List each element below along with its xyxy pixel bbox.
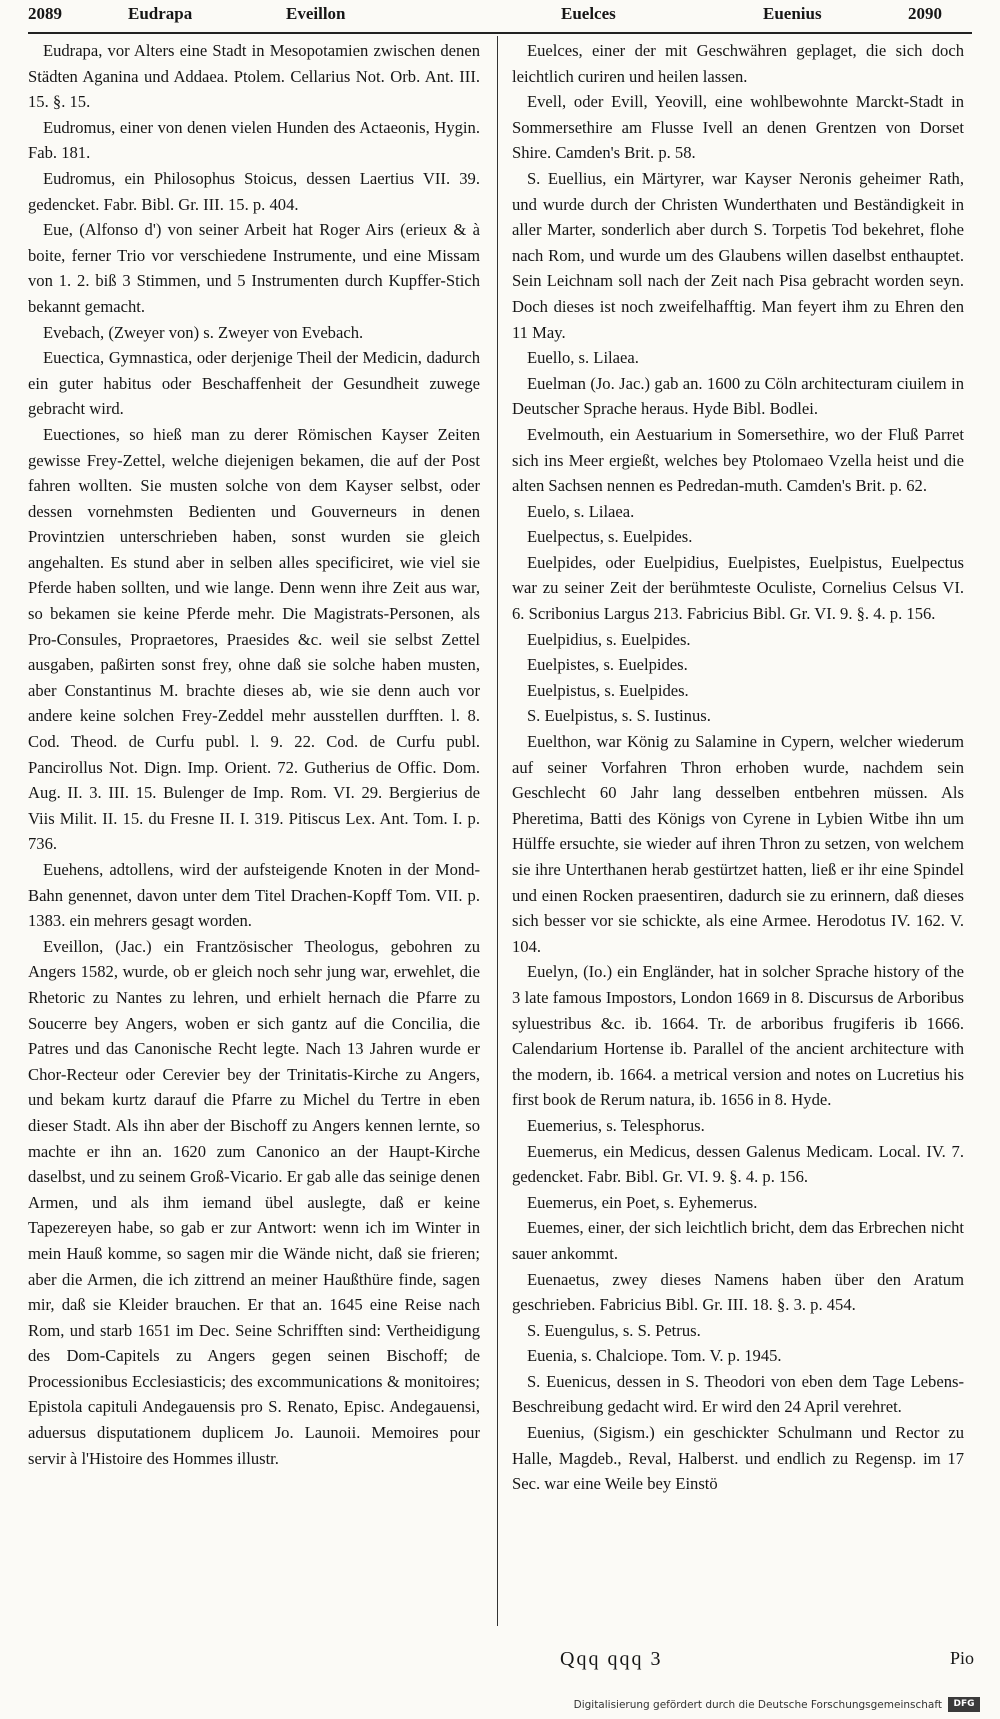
entry: Euelman (Jo. Jac.) gab an. 1600 zu Cöln architecturam ciuilem in Deutscher Sprache heraus. Hyde Bibl. Bodlei. bbox=[512, 373, 964, 419]
entry: Eveillon, (Jac.) ein Frantzösischer Theologus, gebohren zu Angers 1582, wurde, ob er gleich noch sehr jung war, erwehlet, die Rhetoric zu Nantes zu lehren, und erhielt hernach die Pfarre zu Soucerre bey Angers, woben er sich gantz auf die Concilia, die Patres und das Canonische Recht legte. Nach 13 Jahren wurde er Chor-Recteur oder Cerevier bey der Trinitatis-Kirche zu Angers, und bekam kurtz darauf die Pfarre zu Michel du Tertre in eben dieser Stadt. Als ihn aber der Bischoff zu Angers kennen lernte, so machte er ihn an. 1620 zum Canonico an der Haupt-Kirche daselbst, und zu seinem Groß-Vicario. Er gab alle das seinige denen Armen, und als ihm iemand übel auslegte, daß er keine Tapezereyen habe, so gab er zur Antwort: wenn ich im Winter in mein Hauß komme, so sagen mir die Wände nicht, daß sie frieren; aber die Armen, die ich zittrend an meiner Haußthüre finde, sagen mir, daß sie Kleider brauchen. Er that an. 1645 eine Reise nach Rom, und starb 1651 im Dec. Seine Schrifften sind: Vertheidigung des Dom-Capitels zu Angers gegen seinen Bischoff; de Processionibus Ecclesiasticis; des excommunications & monitoires; Epistola capituli Andegauensis pro S. Renato, Episc. Andegauensi, aduersus disputationem duplicem Jo. Launoii. Memoires pour servir à l'Histoire des Hommes illustr. bbox=[28, 936, 480, 1468]
entry: Euectica, Gymnastica, oder derjenige Theil der Medicin, dadurch ein guter habitus oder Beschaffenheit der Gesundheit zuwege gebracht wird. bbox=[28, 348, 480, 419]
running-header bbox=[28, 2, 972, 28]
header-word-2: Eveillon bbox=[286, 4, 346, 23]
page-number-left: 2089 bbox=[28, 4, 62, 23]
column-divider bbox=[497, 36, 498, 1626]
entry: Euenaetus, zwey dieses Namens haben über den Aratum geschrieben. Fabricius Bibl. Gr. III. 18. §. 3. p. 454. bbox=[512, 1269, 964, 1315]
entry: Euelpistus, s. Euelpides. bbox=[526, 680, 689, 700]
entry: Euello, s. Lilaea. bbox=[526, 348, 639, 368]
entry: Euelo, s. Lilaea. bbox=[526, 501, 635, 521]
entry: Euemerus, ein Poet, s. Eyhemerus. bbox=[526, 1192, 758, 1212]
entry: Euelthon, war König zu Salamine in Cypern, welcher wiederum auf seiner Vorfahren Thron erhoben wurde, nachdem sein Geschlecht 60 Jahr lang desselben entbehren müssen. Als Pheretima, Batti des Königs von Cyrene in Lybien Witbe ihn um Hülffe ersuchte, sie wieder auf ihren Thron zu setzen, von welchem sie ihre Unterthanen herab gestürtzet hatten, ließ er ihr eine Spindel und einen Rocken praesentiren, dadurch sie zu erinnern, daß dieses sich besser vor sie schickte, als eine Armee. Herodotus IV. 162. V. 104. bbox=[512, 732, 964, 956]
entry: Euelyn, (Io.) ein Engländer, hat in solcher Sprache history of the 3 late famous Impostors, London 1669 in 8. Discursus de Arboribus syluestribus &c. ib. 1664. Tr. de arboribus frugiferis ib 1666. Calendarium Hortense ib. Parallel of the ancient architecture with the modern, ib. 1664. a metrical version and notes on Lucretius his first book de Rerum natura, ib. 1656 in 8. Hyde. bbox=[512, 962, 964, 1110]
entry: Euemerius, s. Telesphorus. bbox=[526, 1115, 705, 1135]
footer-text: Digitalisierung gefördert durch die Deutsche Forschungsgemeinschaft bbox=[573, 1699, 942, 1711]
signature-mark: Qqq qqq 3 bbox=[560, 1648, 663, 1670]
entry: Evell, oder Evill, Yeovill, eine wohlbewohnte Marckt-Stadt in Sommersethire am Flusse Ivell an denen Grentzen von Dorset Shire. Camden's Brit. p. 58. bbox=[512, 92, 964, 163]
entry: S. Euengulus, s. S. Petrus. bbox=[526, 1320, 701, 1340]
entry: Euelpectus, s. Euelpides. bbox=[526, 527, 693, 547]
header-rule bbox=[28, 32, 972, 34]
entry: Euenia, s. Chalciope. Tom. V. p. 1945. bbox=[526, 1346, 782, 1366]
entry: Euelpistes, s. Euelpides. bbox=[526, 655, 688, 675]
entry: Eudromus, ein Philosophus Stoicus, dessen Laertius VII. 39. gedencket. Fabr. Bibl. Gr. III. 15. p. 404. bbox=[28, 168, 480, 214]
entry: Euelpides, oder Euelpidius, Euelpistes, Euelpistus, Euelpectus war zu seiner Zeit der berühmteste Oculiste, Cornelius Celsus VI. 6. Scribonius Largus 213. Fabricius Bibl. Gr. VI. 9. §. 4. p. 156. bbox=[512, 552, 964, 624]
entry: Euelpidius, s. Euelpides. bbox=[526, 629, 691, 649]
entry: S. Euelpistus, s. S. Iustinus. bbox=[526, 706, 711, 726]
header-word-4: Euenius bbox=[763, 4, 822, 23]
entry: Euehens, adtollens, wird der aufsteigende Knoten in der Mond-Bahn genennet, davon unter dem Titel Drachen-Kopff Tom. VII. p. 1383. ein mehrers gesagt worden. bbox=[28, 860, 480, 931]
catchword: Pio bbox=[950, 1648, 975, 1668]
entry: Evelmouth, ein Aestuarium in Somersethire, wo der Fluß Parret sich ins Meer ergießt, welches bey Ptolomaeo Vzella heist und die alten Sachsen nennen es Pedredan-muth. Camden's Brit. p. 62. bbox=[512, 424, 964, 496]
left-column bbox=[28, 38, 480, 1648]
entry: Euenius, (Sigism.) ein geschickter Schulmann und Rector zu Halle, Magdeb., Reval, Halberst. und endlich zu Regensp. im 17 Sec. war eine Weile bey Einstö bbox=[512, 1423, 964, 1494]
header-word-3: Euelces bbox=[561, 4, 616, 23]
entry: Eudromus, einer von denen vielen Hunden des Actaeonis, Hygin. Fab. 181. bbox=[28, 117, 480, 163]
entry: Euectiones, so hieß man zu derer Römischen Kayser Zeiten gewisse Frey-Zettel, welche diejenigen bekamen, die auf der Post fahren wollten. Sie musten solche von dem Kayser selbst, oder dessen vornehmsten Bedienten und Gouverneurs in denen Provintzien unterschrieben haben, sonst wurden sie gleich angehalten. Es stund aber in selben alles specificiret, wie viel sie Pferde haben sollten, und wie lange. Denn wenn ihre Zeit aus war, so bekamen sie keine Pferde mehr. Die Magistrats-Personen, als Pro-Consules, Propraetores, Praesides &c. weil sie selbst Zettel ausgaben, paßirten sonst frey, ohne daß sie solche haben musten, aber Constantinus M. brachte dieses ab, wie sie denn auch vor andere keine solchen Frey-Zeddel mehr ausstellen durfften. l. 8. Cod. Theod. de Curfu publ. l. 9. 22. Cod. de Curfu publ. Pancirollus Not. Dign. Imp. Orient. 72. Gutherius de Offic. Dom. Aug. II. 3. III. 15. Bulenger de Imp. Rom. VI. 29. Bergierius de Viis Milit. II. 15. du Fresne II. I. 319. Pitiscus Lex. Ant. Tom. I. p. 736. bbox=[28, 424, 480, 854]
entry: Euemes, einer, der sich leichtlich bricht, dem das Erbrechen nicht sauer ankommt. bbox=[512, 1218, 964, 1263]
page-number-right: 2090 bbox=[908, 4, 942, 23]
entry: Eue, (Alfonso d') von seiner Arbeit hat Roger Airs (erieux & à boite, ferner Trio vor verschiedene Instrumente, und eine Missam von 1. 2. biß 3 Stimmen, und 5 Instrumenten durch Kupffer-Stich bekannt gemacht. bbox=[28, 220, 480, 316]
header-word-1: Eudrapa bbox=[128, 4, 193, 23]
digitization-footer bbox=[573, 1696, 980, 1716]
entry: Euemerus, ein Medicus, dessen Galenus Medicam. Local. IV. 7. gedencket. Fabr. Bibl. Gr. VI. 9. §. 4. p. 156. bbox=[512, 1141, 964, 1187]
dfg-logo-icon: DFG bbox=[948, 1697, 980, 1712]
entry: Evebach, (Zweyer von) s. Zweyer von Evebach. bbox=[42, 322, 364, 342]
entry: Eudrapa, vor Alters eine Stadt in Mesopotamien zwischen denen Städten Aganina und Addaea. Ptolem. Cellarius Not. Orb. Ant. III. 15. §. 15. bbox=[28, 41, 480, 112]
entry: S. Euellius, ein Märtyrer, war Kayser Neronis geheimer Rath, und wurde durch der Christen Wunderthaten und Beständigkeit in aller Marter, sonderlich aber durch S. Torpetis Tod bekehret, flohe nach Rom, und wurde um des Glaubens willen daselbst enthauptet. Sein Leichnam soll nach der Zeit nach Pisa gebracht worden seyn. Doch dieses ist noch zweifelhafftig. Man feyert ihm zu Ehren den 11 May. bbox=[512, 168, 964, 342]
entry: Euelces, einer der mit Geschwähren geplaget, die sich doch leichtlich curiren und heilen lassen. bbox=[512, 41, 964, 86]
entry: S. Euenicus, dessen in S. Theodori von eben dem Tage Lebens-Beschreibung gedacht wird. Er wird den 24 April verehret. bbox=[512, 1371, 964, 1417]
right-column bbox=[512, 38, 964, 1648]
